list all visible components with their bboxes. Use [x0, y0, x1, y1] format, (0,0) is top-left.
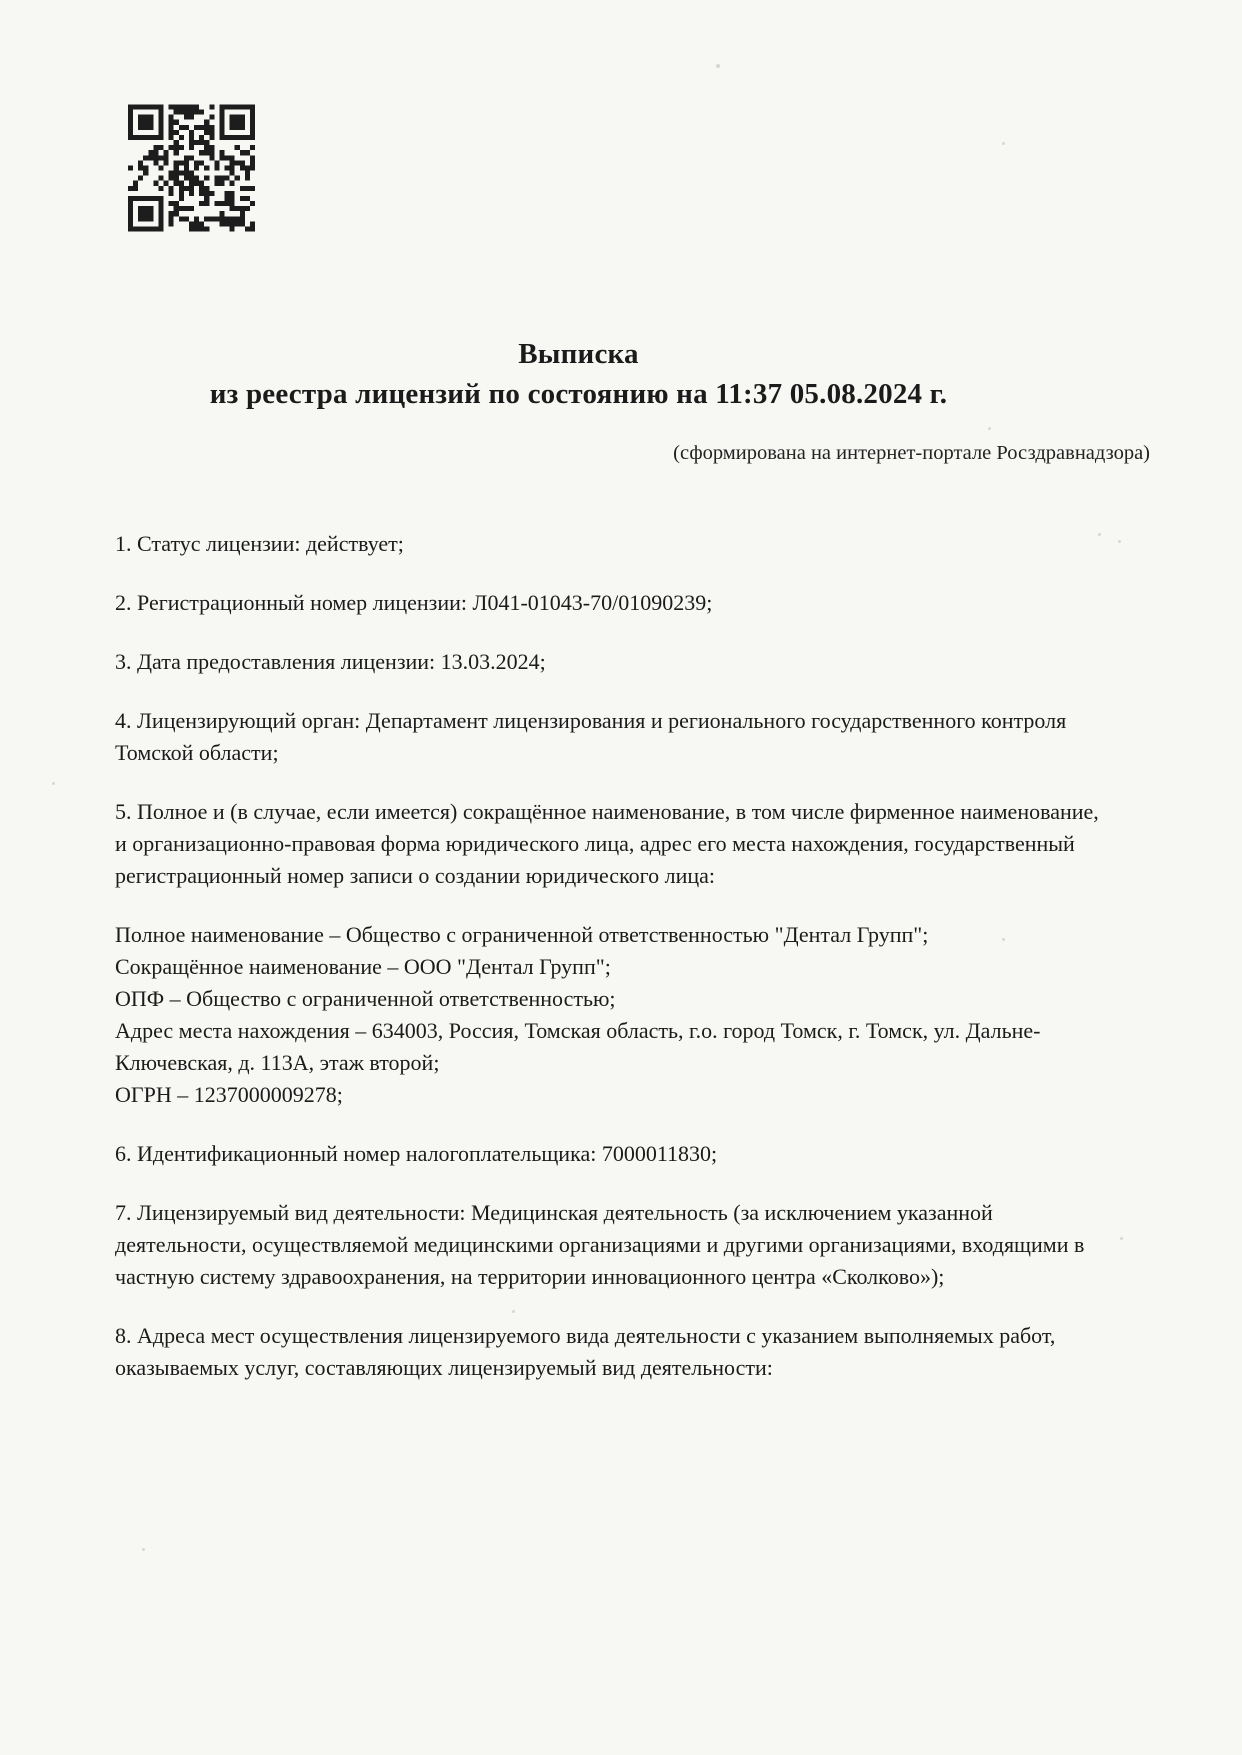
scan-noise-speckle [142, 1548, 145, 1551]
paragraph-registration-number: 2. Регистрационный номер лицензии: Л041-01043-70/01090239; [115, 590, 713, 615]
document-content [0, 334, 1242, 1384]
org-legal-form: ОПФ – Общество с ограниченной ответственностью; [115, 986, 616, 1011]
org-address: Адрес места нахождения – 634003, Россия, Томская область, г.о. город Томск, г. Томск, ул. Дальне-Ключевская, д. 113А, этаж второй; [115, 1018, 1041, 1075]
paragraph-licensed-activity: 7. Лицензируемый вид деятельности: Медицинская деятельность (за исключением указанной деятельности, осуществляемой медицинскими организациями и другими организациями, входящими в частную систему здравоохранения, на территории инновационного центра «Сколково»); [115, 1200, 1085, 1289]
paragraph-activity-addresses: 8. Адреса мест осуществления лицензируемого вида деятельности с указанием выполняемых работ, оказываемых услуг, составляющих лицензируемый вид деятельности: [115, 1323, 1056, 1380]
document-title-line2: из реестра лицензий по состоянию на 11:37 05.08.2024 г. [209, 378, 948, 410]
paragraph-grant-date: 3. Дата предоставления лицензии: 13.03.2024; [115, 649, 546, 674]
paragraph-legal-entity-intro: 5. Полное и (в случае, если имеется) сокращённое наименование, в том числе фирменное наименование, и организационно-правовая форма юридического лица, адрес его места нахождения, государственный регистрационный номер записи о создании юридического лица: [115, 799, 1099, 888]
scan-noise-speckle [1002, 142, 1005, 145]
org-details-block [115, 919, 1112, 1111]
org-full-name: Полное наименование – Общество с ограниченной ответственностью "Дентал Групп"; [115, 922, 929, 947]
scan-noise-speckle [716, 64, 720, 68]
paragraph-licensing-authority: 4. Лицензирующий орган: Департамент лицензирования и регионального государственного контроля Томской области; [115, 708, 1067, 765]
paragraph-license-status: 1. Статус лицензии: действует; [115, 531, 404, 556]
org-short-name: Сокращённое наименование – ООО "Дентал Групп"; [115, 954, 611, 979]
org-ogrn: ОГРН – 1237000009278; [115, 1082, 343, 1107]
document-title: Выписка [518, 338, 639, 370]
formation-note: (сформирована на интернет-портале Росздравнадзора) [673, 442, 1150, 464]
document-header [115, 334, 1042, 414]
qr-code [128, 104, 255, 232]
paragraph-inn: 6. Идентификационный номер налогоплательщика: 7000011830; [115, 1141, 718, 1166]
